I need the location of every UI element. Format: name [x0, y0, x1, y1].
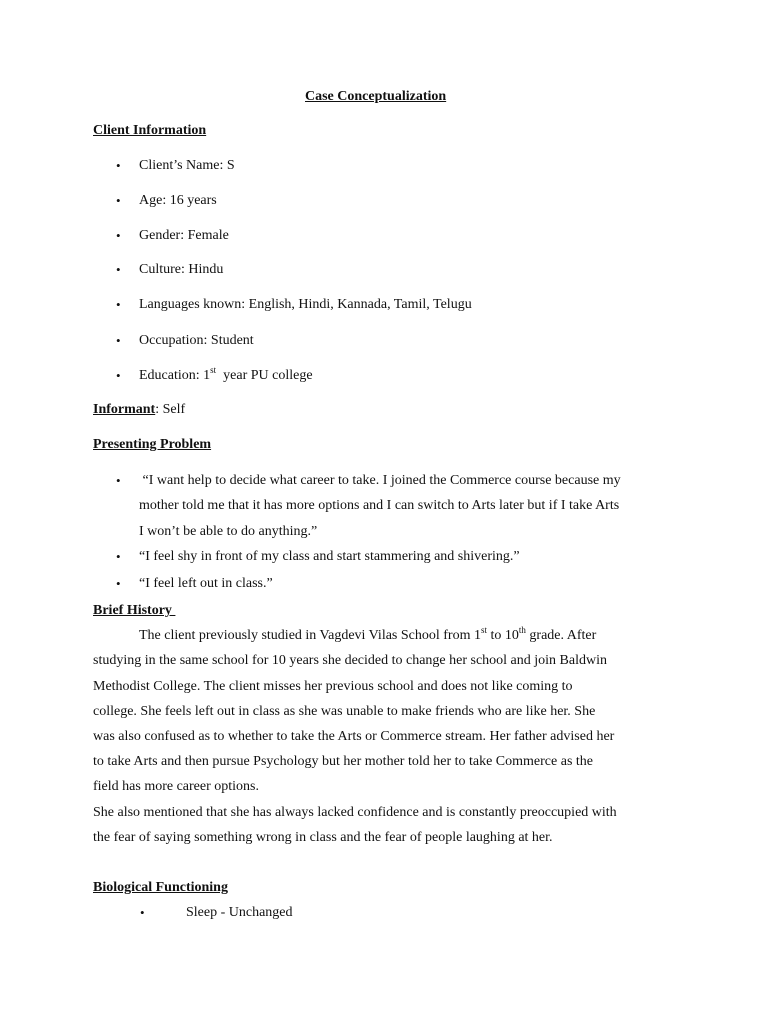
- quote1-line3: I won’t be able to do anything.”: [139, 524, 318, 539]
- bullet-icon: •: [116, 228, 121, 243]
- history-line-1a: The client previously studied in Vagdevi Vilas School from 1: [139, 628, 481, 643]
- sleep-item: Sleep - Unchanged: [186, 905, 293, 920]
- biological-functioning-heading: Biological Functioning: [93, 880, 228, 895]
- bullet-icon: •: [116, 193, 121, 208]
- informant-label: Informant: [93, 402, 156, 417]
- history-line-1c: grade. After: [525, 628, 597, 643]
- bullet-icon: •: [116, 262, 121, 277]
- bullet-icon: •: [140, 905, 145, 920]
- history-line: She also mentioned that she has always lacked confidence and is constantly preoccupied with: [93, 805, 617, 820]
- informant-value: : Self: [155, 402, 186, 417]
- history-line-1b: to 10: [487, 628, 519, 643]
- client-name-item: Client’s Name: S: [139, 158, 235, 173]
- bullet-icon: •: [116, 158, 121, 173]
- informant-line: [93, 402, 185, 418]
- education-superscript: st: [210, 365, 217, 375]
- education-prefix: Education: 1: [139, 368, 211, 383]
- client-information-heading: Client Information: [93, 123, 207, 138]
- presenting-problem-heading: Presenting Problem: [93, 437, 212, 452]
- history-line: the fear of saying something wrong in class and the fear of people laughing at her.: [93, 830, 553, 845]
- quote1-line2: mother told me that it has more options and I can switch to Arts later but if I take Arts: [139, 498, 620, 513]
- education-suffix: year PU college: [216, 368, 313, 383]
- history-line: to take Arts and then pursue Psychology but her mother told her to take Commerce as the: [93, 754, 593, 769]
- education-item: [139, 365, 313, 384]
- bullet-icon: •: [116, 473, 121, 488]
- history-line: was also confused as to whether to take the Arts or Commerce stream. Her father advised her: [93, 729, 615, 744]
- bullet-icon: •: [116, 576, 121, 591]
- history-sup-1: st: [480, 625, 487, 635]
- bullet-icon: •: [116, 549, 121, 564]
- history-line: studying in the same school for 10 years she decided to change her school and join Baldwin: [93, 653, 607, 668]
- history-line: Methodist College. The client misses her previous school and does not like coming to: [93, 679, 573, 694]
- languages-item: Languages known: English, Hindi, Kannada, Tamil, Telugu: [139, 297, 472, 312]
- quote1-line1: “I want help to decide what career to take. I joined the Commerce course because my: [139, 473, 621, 488]
- bullet-icon: •: [116, 368, 121, 383]
- occupation-item: Occupation: Student: [139, 333, 254, 348]
- history-sup-2: th: [518, 625, 526, 635]
- history-line-1: [139, 625, 597, 644]
- culture-item: Culture: Hindu: [139, 262, 224, 277]
- quote3: “I feel left out in class.”: [139, 576, 273, 591]
- brief-history-heading: Brief History: [93, 603, 176, 618]
- page-title: Case Conceptualization: [305, 89, 447, 104]
- history-line: field has more career options.: [93, 779, 259, 794]
- bullet-icon: •: [116, 333, 121, 348]
- history-line: college. She feels left out in class as she was unable to make friends who are like her. She: [93, 704, 596, 719]
- quote2: “I feel shy in front of my class and start stammering and shivering.”: [139, 549, 520, 564]
- gender-item: Gender: Female: [139, 228, 229, 243]
- age-item: Age: 16 years: [139, 193, 217, 208]
- bullet-icon: •: [116, 297, 121, 312]
